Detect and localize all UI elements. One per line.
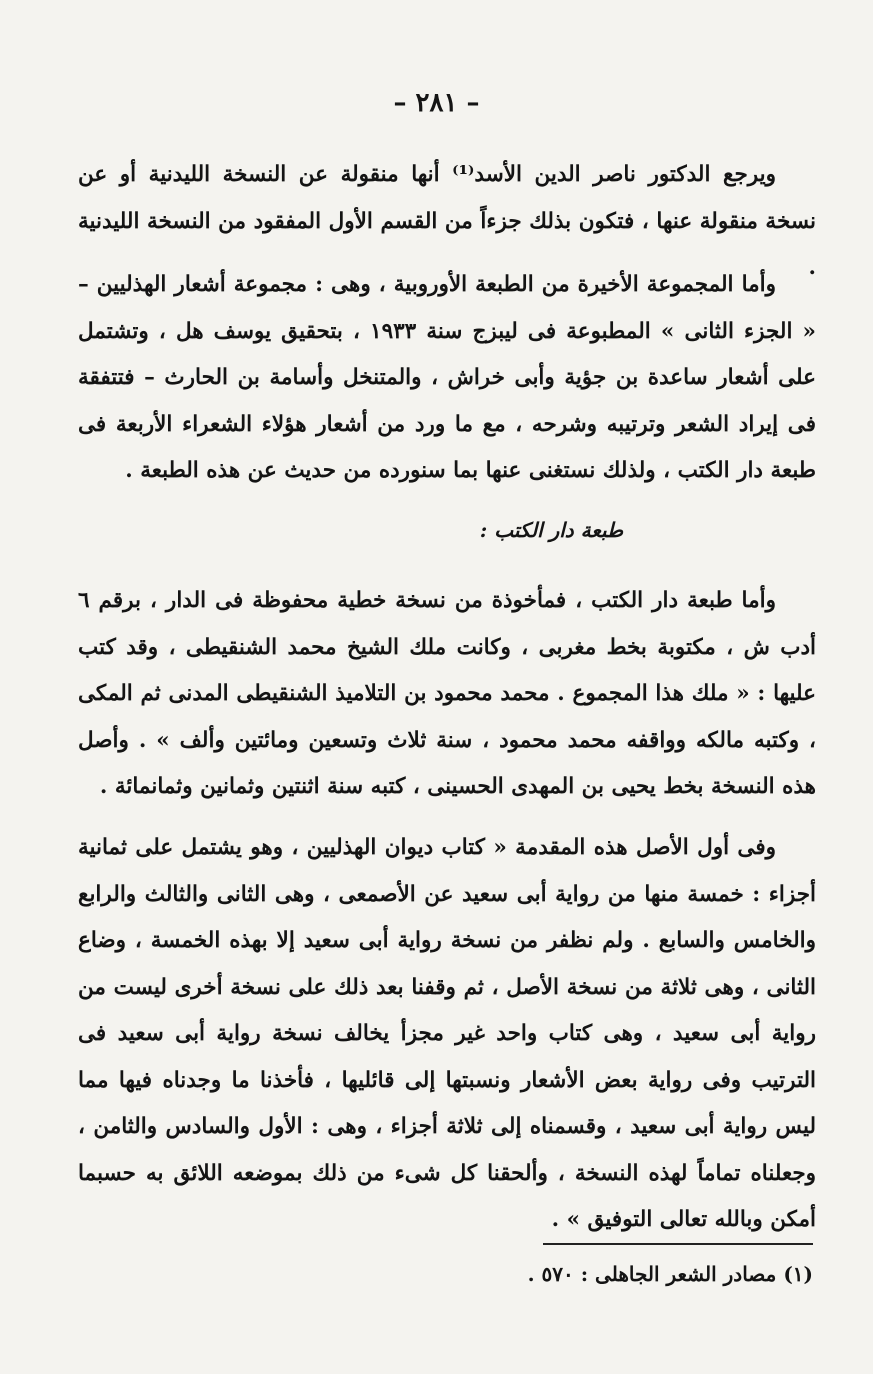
- page-number: – ٢٨١ –: [393, 88, 480, 118]
- paragraph-european-edition: [78, 262, 816, 495]
- section-heading-dar-al-kutub: طبعة دار الكتب :: [479, 518, 623, 542]
- paragraph-manuscript-introduction: [78, 825, 816, 1244]
- paragraph-text: ويرجع الدكتور ناصر الدين الأسد⁽¹⁾ أنها منقولة عن النسخة الليدنية أو عن نسخة منقولة عنها ، فتكون بذلك جزءاً من القسم الأول المفقود من النسخة الليدنية .: [78, 162, 816, 280]
- footnote: (١) مصادر الشعر الجاهلى : ٥٧٠ .: [527, 1262, 813, 1286]
- paragraph-dar-al-kutub-edition: [78, 578, 816, 811]
- footnote-divider: [543, 1243, 813, 1245]
- paragraph-text: وأما طبعة دار الكتب ، فمأخوذة من نسخة خطية محفوظة فى الدار ، برقم ٦ أدب ش ، مكتوبة بخط مغربى ، وكانت ملك الشيخ محمد الشنقيطى ، وقد كتب عليها : « ملك هذا المجموع . محمد محمود بن التلاميذ الشنقيطى المدنى ثم المكى ، وكتبه مالكه وواقفه محمد محمود ، سنة ثلاث وتسعين ومائتين وألف » . وأصل هذه النسخة بخط يحيى بن المهدى الحسينى ، كتبه سنة اثنتين وثمانين وثمانمائة .: [78, 588, 816, 799]
- paragraph-text: وفى أول الأصل هذه المقدمة « كتاب ديوان الهذليين ، وهو يشتمل على ثمانية أجزاء : خمسة منها من رواية أبى سعيد عن الأصمعى ، وهى الثانى والثالث والرابع والخامس والسابع . ولم نظفر من نسخة رواية أبى سعيد إلا بهذه الخمسة ، وضاع الثانى ، وهى ثلاثة من نسخة الأصل ، ثم وقفنا بعد ذلك على نسخة أخرى ليست من رواية أبى سعيد ، وهى كتاب واحد غير مجزأ يخالف نسخة رواية أبى سعيد فى الترتيب وفى رواية بعض الأشعار ونسبتها إلى قائليها ، فأخذنا ما وجدناه فيها مما ليس رواية أبى سعيد ، وقسمناه إلى ثلاثة أجزاء ، وهى : الأول والسادس والثامن ، وجعلناه تماماً لهذه النسخة ، وألحقنا كل شىء من ذلك بموضعه اللائق به حسبما أمكن وبالله تعالى التوفيق » .: [78, 835, 816, 1232]
- paragraph-text: وأما المجموعة الأخيرة من الطبعة الأوروبية ، وهى : مجموعة أشعار الهذليين – « الجزء الثانى » المطبوعة فى ليبزج سنة ١٩٣٣ ، بتحقيق يوسف هل ، وتشتمل على أشعار ساعدة بن جؤية وأبى خراش ، والمتنخل وأسامة بن الحارث – فتتفقة فى إيراد الشعر وترتيبه وشرحه ، مع ما ورد من أشعار هؤلاء الشعراء الأربعة فى طبعة دار الكتب ، ولذلك نستغنى عنها بما سنورده من حديث عن هذه الطبعة .: [78, 272, 816, 483]
